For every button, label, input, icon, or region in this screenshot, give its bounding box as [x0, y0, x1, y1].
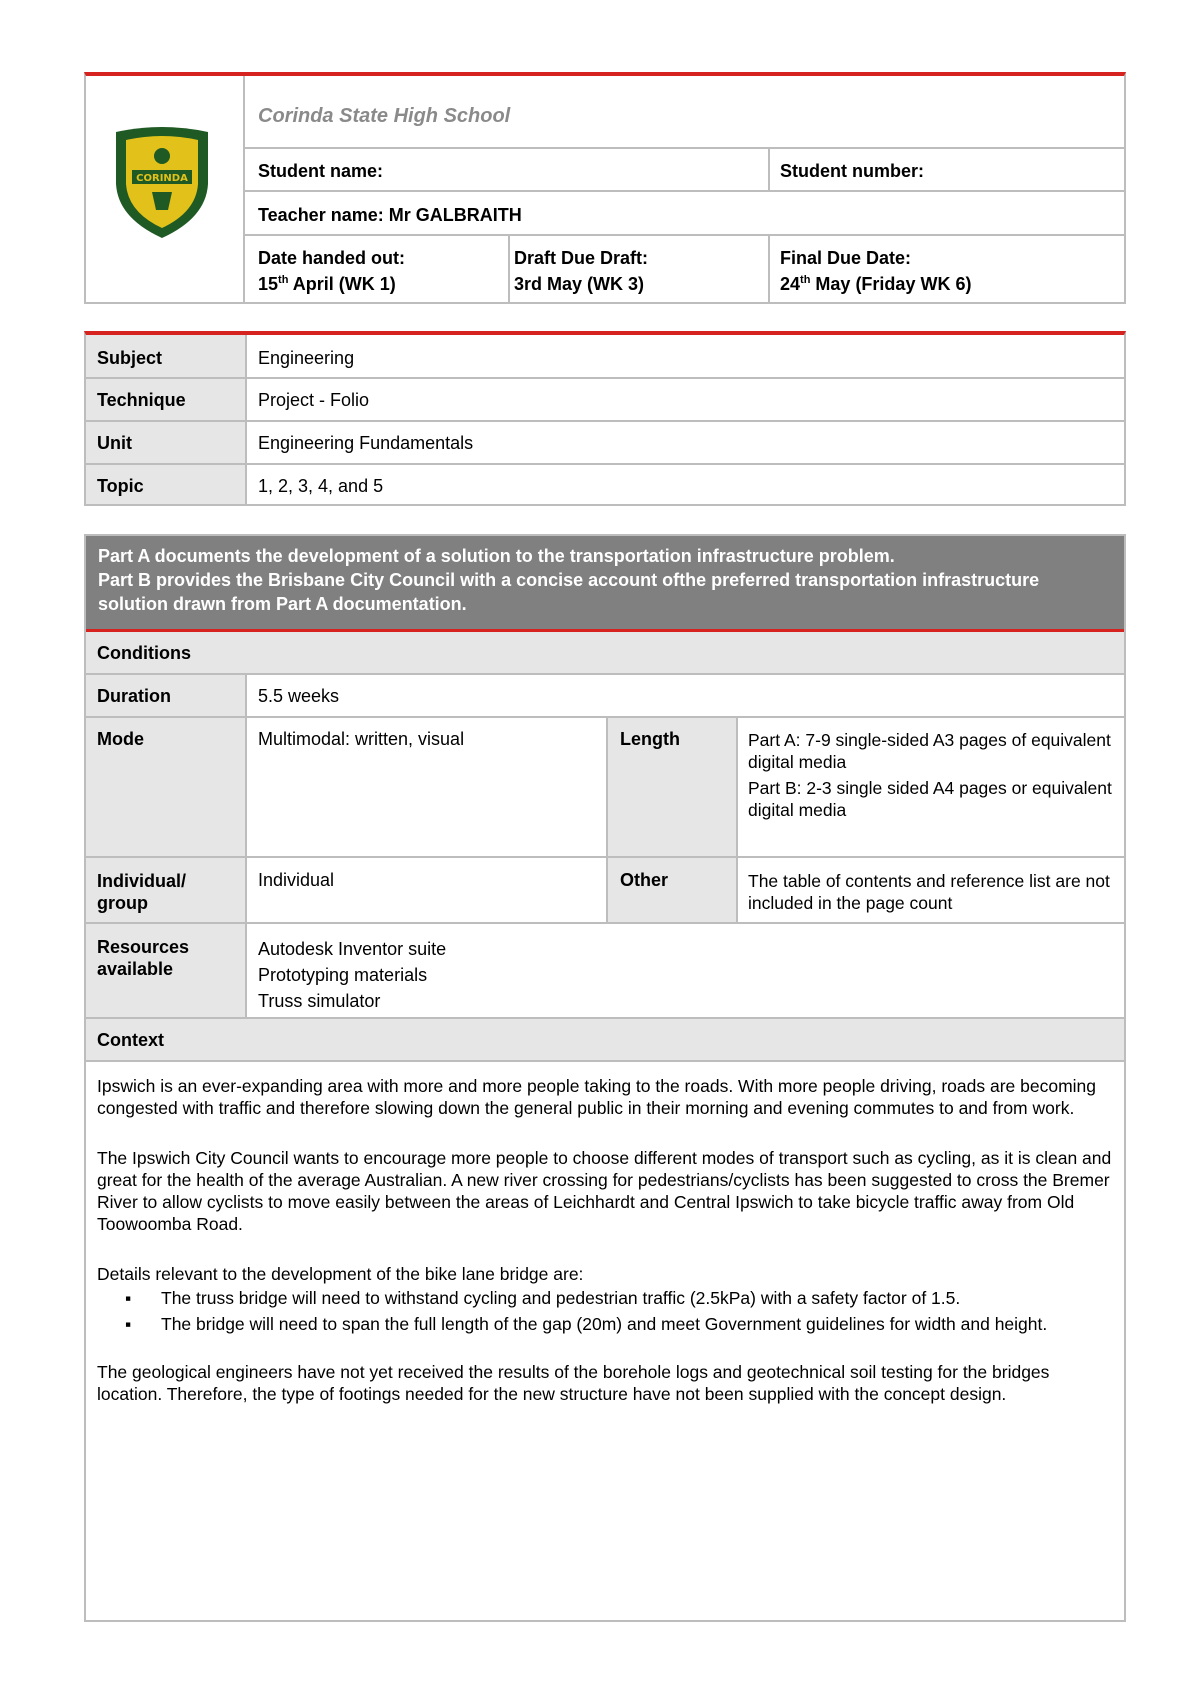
divider — [86, 716, 1124, 718]
context-body — [97, 1075, 1115, 1405]
student-number-label: Student number: — [780, 161, 924, 181]
context-heading-row — [86, 1019, 1124, 1060]
technique-value: Project - Folio — [258, 390, 370, 410]
technique-label: Technique — [97, 390, 186, 410]
final-due-label: Final Due Date: — [780, 248, 912, 268]
details-list — [97, 1287, 1115, 1335]
divider — [86, 922, 1124, 924]
bullet-icon: ▪ — [125, 1314, 132, 1334]
topic-value: 1, 2, 3, 4, and 5 — [258, 476, 384, 496]
duration-label: Duration — [97, 686, 171, 706]
date-handed-out-value: 15th April (WK 1) — [258, 274, 396, 294]
draft-due-value: 3rd May (WK 3) — [514, 274, 645, 294]
divider — [768, 147, 770, 191]
divider — [86, 377, 1124, 379]
date-handed-out — [258, 245, 405, 297]
divider — [736, 718, 738, 923]
task-banner — [86, 536, 1124, 630]
context-paragraph: Ipswich is an ever-expanding area with more and more people taking to the roads. With more people driving, roads are becoming congested with traffic and therefore slowing down the general public in their morning and evening commutes to and from work. — [97, 1076, 1097, 1118]
context-heading: Context — [97, 1030, 164, 1050]
school-name: Corinda State High School — [258, 105, 511, 127]
resources-label: Resources available — [97, 937, 190, 979]
logo-cell — [84, 76, 245, 304]
mode-label: Mode — [97, 729, 144, 749]
list-item: ▪ The bridge will need to span the full length of the gap (20m) and meet Government guidelines for width and height. — [125, 1314, 1048, 1334]
school-crest-icon — [112, 126, 212, 242]
resource-item: Autodesk Inventor suite — [258, 939, 447, 959]
draft-due-label: Draft Due Draft: — [514, 248, 649, 268]
draft-due — [514, 245, 648, 297]
teacher-name: Teacher name: Mr GALBRAITH — [258, 205, 522, 225]
other-value: The table of contents and reference list are not included in the page count — [748, 871, 1110, 913]
context-paragraph: Details relevant to the development of the bike lane bridge are: — [97, 1264, 584, 1284]
resource-item: Truss simulator — [258, 991, 381, 1011]
topic-label: Topic — [97, 476, 144, 496]
resources-list — [258, 936, 446, 1014]
date-handed-out-label: Date handed out: — [258, 248, 405, 268]
crest-text: CORINDA — [136, 173, 188, 184]
resource-item: Prototyping materials — [258, 965, 428, 985]
divider — [86, 856, 1124, 858]
other-label: Other — [620, 870, 669, 890]
divider — [86, 463, 1124, 465]
individual-value: Individual — [258, 870, 335, 890]
divider — [245, 675, 247, 1019]
divider — [245, 234, 1126, 236]
unit-label: Unit — [97, 433, 132, 453]
length-value — [748, 729, 1118, 821]
task-banner-line2: Part B provides the Brisbane City Council with a concise account ofthe preferred transportation infrastructure solution drawn from Part A documentation. — [98, 570, 1040, 614]
final-due-value: 24th May (Friday WK 6) — [780, 274, 972, 294]
divider — [86, 420, 1124, 422]
divider — [245, 147, 1126, 149]
bullet-icon: ▪ — [125, 1288, 132, 1308]
duration-value: 5.5 weeks — [258, 686, 340, 706]
conditions-heading-row — [86, 632, 1124, 673]
length-label: Length — [620, 729, 680, 749]
subject-label: Subject — [97, 348, 163, 368]
divider — [245, 190, 1126, 192]
list-item: ▪ The truss bridge will need to withstand cycling and pedestrian traffic (2.5kPa) with a safety factor of 1.5. — [125, 1288, 961, 1308]
mode-value: Multimodal: written, visual — [258, 729, 465, 749]
conditions-heading: Conditions — [97, 643, 191, 663]
individual-label: Individual/ group — [97, 871, 187, 913]
divider — [606, 718, 608, 923]
divider — [508, 234, 510, 304]
subject-value: Engineering — [258, 348, 355, 368]
length-value-part-b: Part B: 2-3 single sided A4 pages or equivalent digital media — [748, 778, 1112, 820]
divider — [768, 234, 770, 304]
context-paragraph: The geological engineers have not yet received the results of the borehole logs and geotechnical soil testing for the bridges location. Therefore, the type of footings needed for the new structure have not been supplied with the concept design. — [97, 1362, 1050, 1404]
context-paragraph: The Ipswich City Council wants to encourage more people to choose different modes of transport such as cycling, as it is clean and great for the health of the average Australian. A new river crossing for pedestrians/cyclists has been suggested to cross the Bremer River to allow cyclists to move easily between the areas of Leichhardt and Central Ipswich to take bicycle traffic away from Old Toowoomba Road. — [97, 1148, 1112, 1234]
divider — [86, 1060, 1124, 1062]
length-value-part-a: Part A: 7-9 single-sided A3 pages of equivalent digital media — [748, 730, 1111, 772]
student-name-label: Student name: — [258, 161, 384, 181]
unit-value: Engineering Fundamentals — [258, 433, 474, 453]
task-banner-line1: Part A documents the development of a solution to the transportation infrastructure problem. — [98, 546, 895, 566]
final-due — [780, 245, 971, 297]
